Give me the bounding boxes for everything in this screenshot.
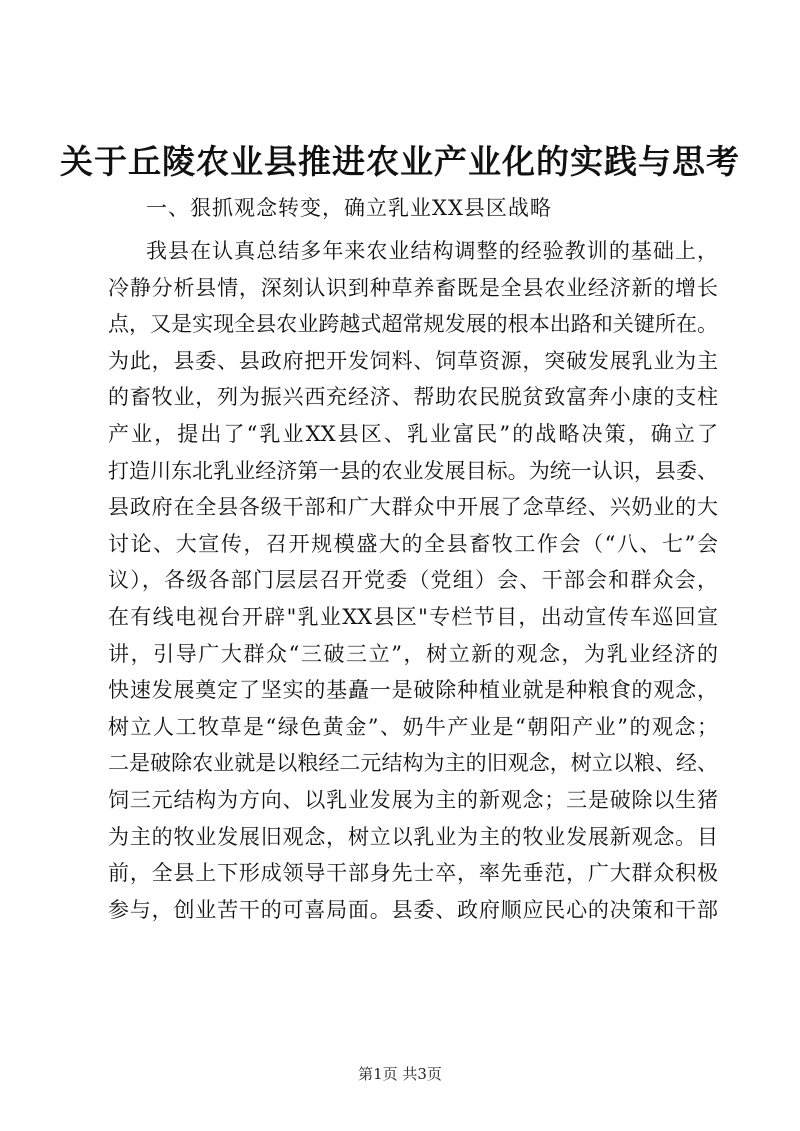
paragraph-line: 在有线电视台开辟"乳业XX县区"专栏节目，出动宣传车巡回宣: [108, 604, 718, 629]
body-paragraph: [108, 233, 718, 928]
paragraph-line: 讨论、大宣传，召开规模盛大的全县畜牧工作会（“八、七”会: [108, 531, 718, 556]
paragraph-line: 点，又是实现全县农业跨越式超常规发展的根本出路和关键所在。: [108, 312, 718, 337]
paragraph-line: 我县在认真总结多年来农业结构调整的经验教训的基础上，: [146, 239, 718, 263]
paragraph-line: 县政府在全县各级干部和广大群众中开展了念草经、兴奶业的大: [108, 495, 718, 520]
paragraph-line: 为主的牧业发展旧观念，树立以乳业为主的牧业发展新观念。目: [108, 824, 718, 849]
paragraph-line: 打造川东北乳业经济第一县的农业发展目标。为统一认识，县委、: [108, 458, 718, 483]
paragraph-line: 饲三元结构为方向、以乳业发展为主的新观念；三是破除以生猪: [108, 787, 718, 812]
paragraph-line: 为此，县委、县政府把开发饲料、饲草资源，突破发展乳业为主: [108, 348, 718, 373]
page-number-footer: 第1页 共3页: [358, 1065, 442, 1083]
paragraph-line: 快速发展奠定了坚实的基矗一是破除种植业就是种粮食的观念，: [108, 678, 718, 703]
paragraph-line: 冷静分析县情，深刻认识到种草养畜既是全县农业经济新的增长: [108, 275, 718, 300]
paragraph-line: 讲，引导广大群众“三破三立”，树立新的观念，为乳业经济的: [108, 641, 718, 666]
paragraph-line: 产业，提出了“乳业XX县区、乳业富民”的战略决策，确立了: [108, 421, 718, 446]
paragraph-line: 参与，创业苦干的可喜局面。县委、政府顺应民心的决策和干部: [108, 897, 718, 922]
section-heading: 一、狠抓观念转变，确立乳业XX县区战略: [146, 196, 552, 220]
paragraph-line: 议），各级各部门层层召开党委（党组）会、干部会和群众会，: [108, 568, 718, 593]
document-title: 关于丘陵农业县推进农业产业化的实践与思考: [60, 142, 740, 181]
paragraph-line: 的畜牧业，列为振兴西充经济、帮助农民脱贫致富奔小康的支柱: [108, 385, 718, 410]
paragraph-line: 树立人工牧草是“绿色黄金”、奶牛产业是“朝阳产业”的观念；: [108, 714, 718, 739]
paragraph-line: 前，全县上下形成领导干部身先士卒，率先垂范，广大群众积极: [108, 861, 718, 886]
paragraph-line: 二是破除农业就是以粮经二元结构为主的旧观念，树立以粮、经、: [108, 751, 718, 776]
